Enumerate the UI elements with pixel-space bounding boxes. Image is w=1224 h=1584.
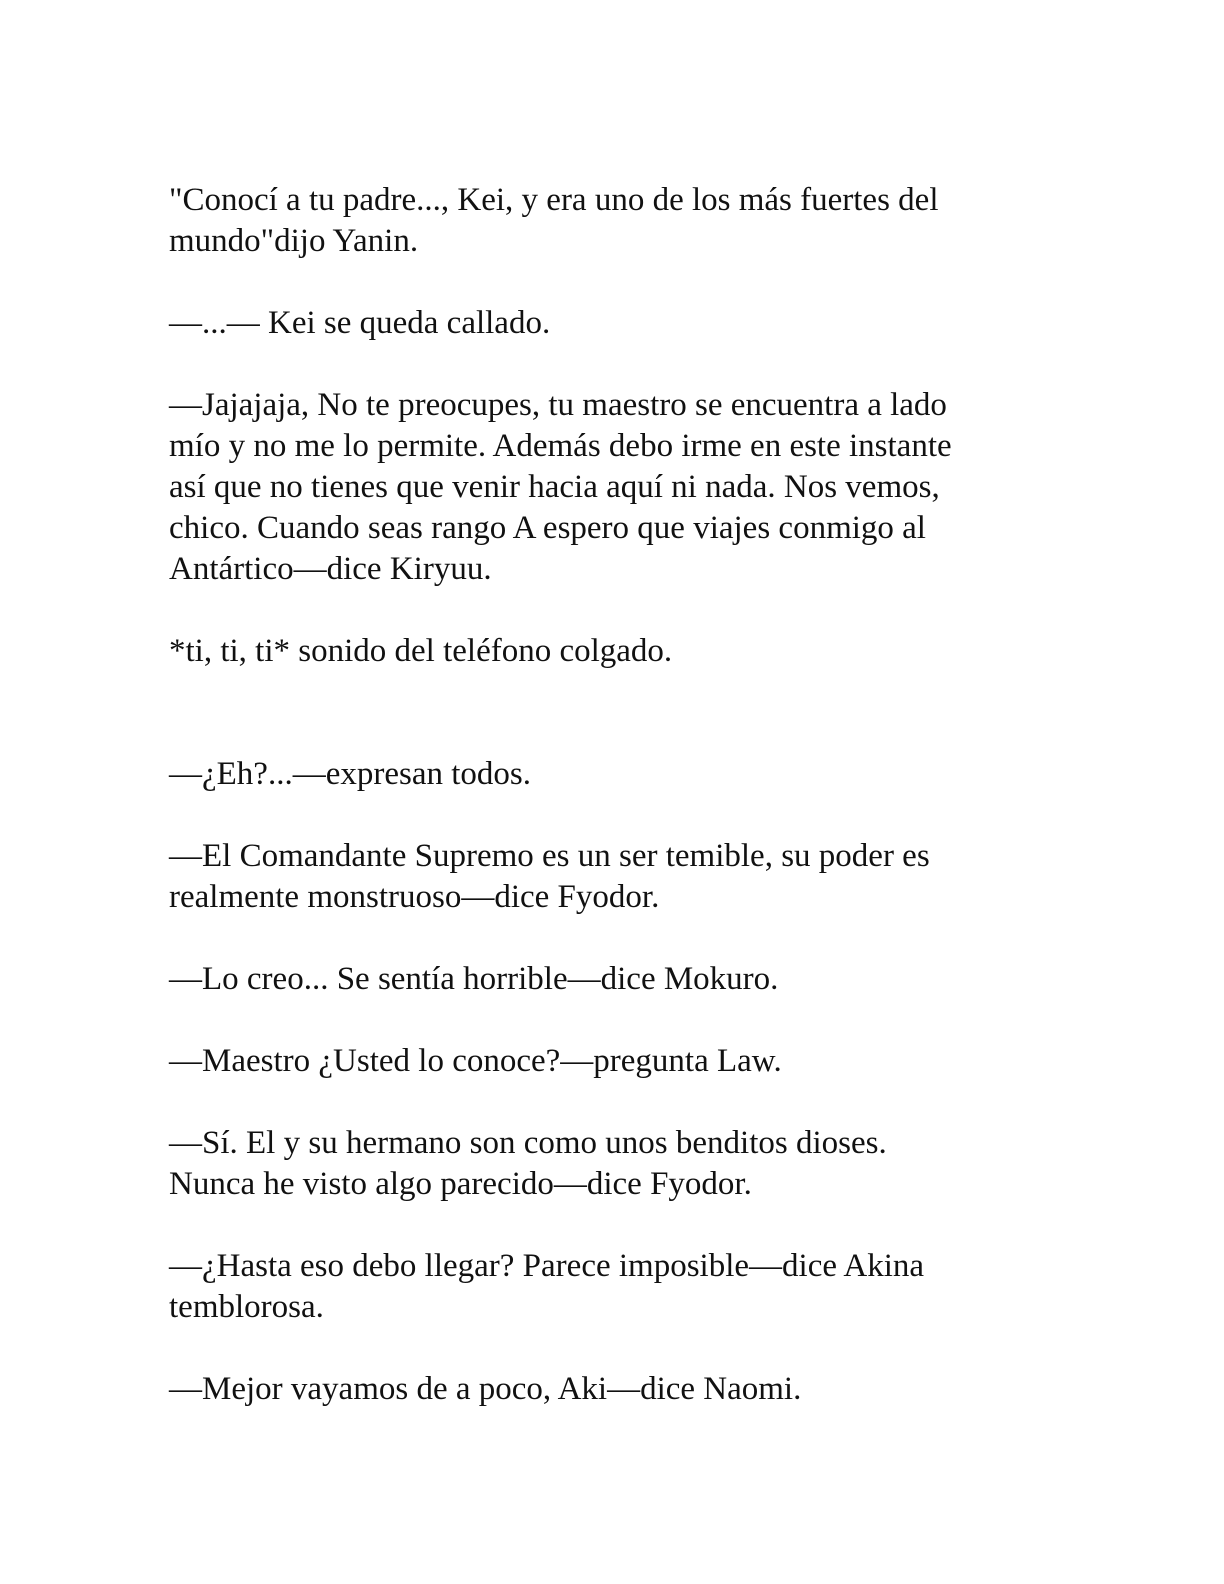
paragraph-phone-hangup: *ti, ti, ti* sonido del teléfono colgado.: [169, 633, 673, 669]
paragraph-mokuro: —Lo creo... Se sentía horrible—dice Mokuro.: [169, 961, 779, 997]
paragraph-fyodor-1: —El Comandante Supremo es un ser temible, su poder es realmente monstruoso—dice Fyodor.: [169, 838, 930, 915]
document-body: [169, 180, 1049, 1451]
paragraph-kiryuu: —Jajajaja, No te preocupes, tu maestro se encuentra a lado mío y no me lo permite. Además debo irme en este instante así que no tienes que venir hacia aquí ni nada. Nos vemos, chico. Cuando seas rango A espero que viajes conmigo al Antártico—dice Kiryuu.: [169, 387, 952, 587]
paragraph-yanin: "Conocí a tu padre..., Kei, y era uno de los más fuertes del mundo"dijo Yanin.: [169, 182, 939, 259]
paragraph-naomi: —Mejor vayamos de a poco, Aki—dice Naomi.: [169, 1371, 802, 1407]
paragraph-kei-silent: —...— Kei se queda callado.: [169, 305, 551, 341]
paragraph-everyone: —¿Eh?...—expresan todos.: [169, 756, 531, 792]
paragraph-akina: —¿Hasta eso debo llegar? Parece imposible—dice Akina temblorosa.: [169, 1248, 925, 1325]
paragraph-law: —Maestro ¿Usted lo conoce?—pregunta Law.: [169, 1043, 782, 1079]
paragraph-fyodor-2: —Sí. El y su hermano son como unos benditos dioses. Nunca he visto algo parecido—dice Fyodor.: [169, 1125, 887, 1202]
